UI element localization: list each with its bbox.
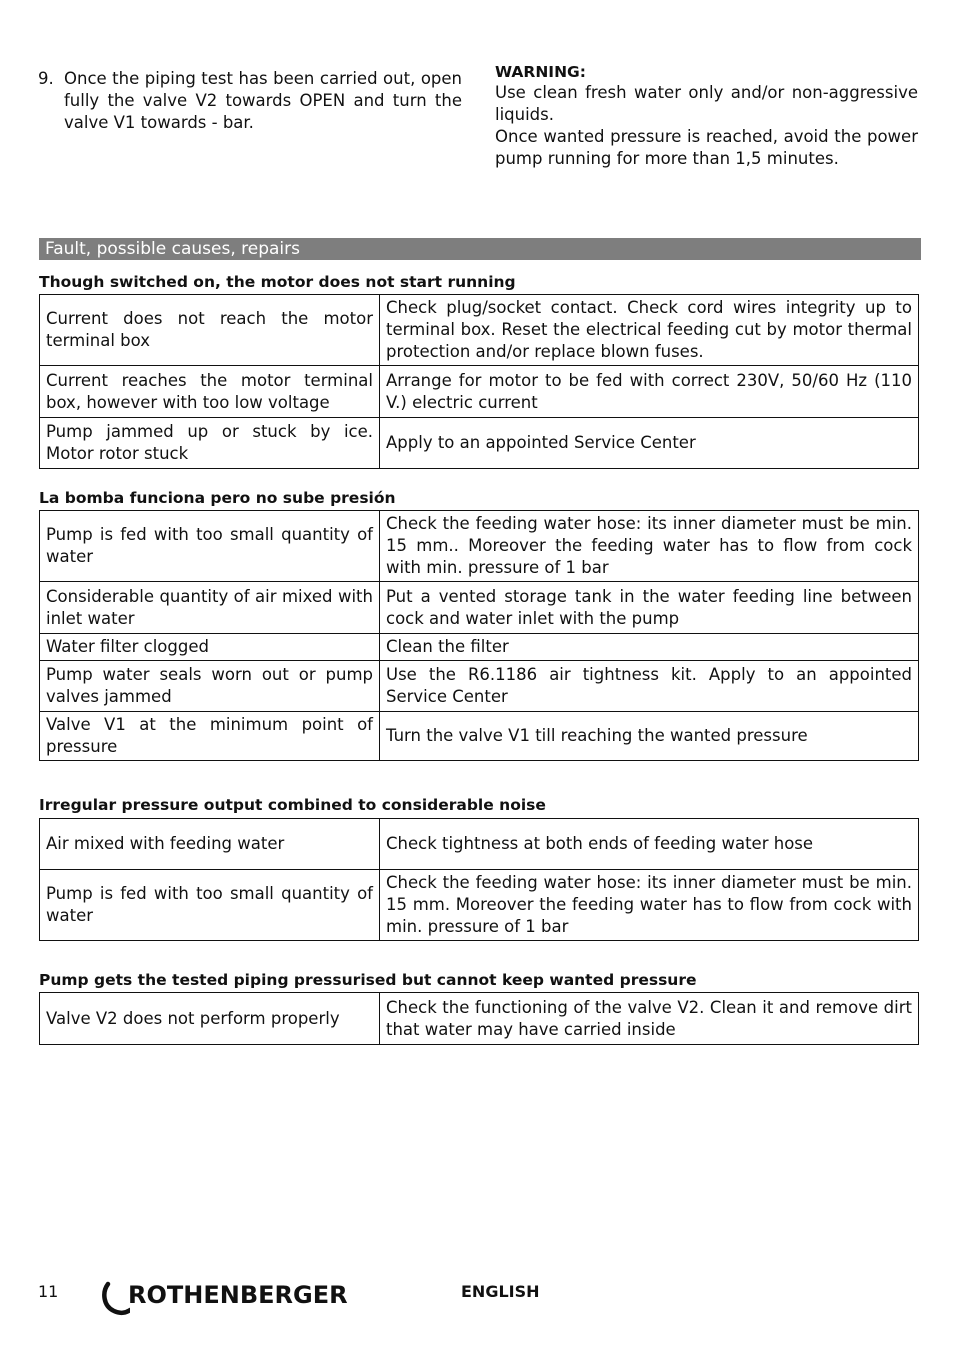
table-row [40, 418, 919, 469]
brand-logo [100, 1278, 348, 1318]
warning-box [495, 62, 918, 170]
instruction-step [38, 68, 462, 134]
repair-cell: Apply to an appointed Service Center [380, 418, 919, 469]
repair-cell: Put a vented storage tank in the water feeding line between cock and water inlet with the pump [380, 582, 919, 634]
repair-cell: Arrange for motor to be fed with correct 230V, 50/60 Hz (110 V.) electric current [380, 366, 919, 418]
cause-cell: Considerable quantity of air mixed with inlet water [40, 582, 380, 634]
repair-cell: Check plug/socket contact. Check cord wires integrity up to terminal box. Reset the electrical feeding cut by motor thermal protection and/or replace blown fuses. [380, 295, 919, 366]
cause-cell: Pump is fed with too small quantity of water [40, 511, 380, 582]
warning-line-2: Once wanted pressure is reached, avoid the power pump running for more than 1,5 minutes. [495, 127, 918, 168]
table-row [40, 712, 919, 761]
repair-cell: Turn the valve V1 till reaching the wanted pressure [380, 712, 919, 761]
fault-table-irregular-pressure [39, 818, 919, 941]
table-row [40, 366, 919, 418]
warning-line-1: Use clean fresh water only and/or non-aggressive liquids. [495, 83, 918, 124]
repair-cell: Check the feeding water hose: its inner diameter must be min. 15 mm. Moreover the feeding water has to flow from cock with min. pressure of 1 bar [380, 870, 919, 941]
group-heading-cannot-keep-pressure: Pump gets the tested piping pressurised but cannot keep wanted pressure [39, 971, 697, 989]
repair-cell: Check tightness at both ends of feeding water hose [380, 819, 919, 870]
fault-table-no-pressure [39, 510, 919, 761]
language-label: ENGLISH [461, 1282, 540, 1301]
repair-cell: Clean the filter [380, 634, 919, 661]
cause-cell: Pump water seals worn out or pump valves jammed [40, 661, 380, 712]
group-heading-no-pressure: La bomba funciona pero no sube presión [39, 489, 396, 507]
cause-cell: Water filter clogged [40, 634, 380, 661]
brand-swoosh-icon [100, 1278, 130, 1318]
cause-cell: Valve V1 at the minimum point of pressure [40, 712, 380, 761]
group-heading-irregular-pressure: Irregular pressure output combined to considerable noise [39, 796, 546, 814]
repair-cell: Check the feeding water hose: its inner diameter must be min. 15 mm.. Moreover the feeding water has to flow from cock with min. pressure of 1 bar [380, 511, 919, 582]
cause-cell: Valve V2 does not perform properly [40, 993, 380, 1045]
table-row [40, 295, 919, 366]
table-row [40, 511, 919, 582]
repair-cell: Use the R6.1186 air tightness kit. Apply to an appointed Service Center [380, 661, 919, 712]
cause-cell: Current does not reach the motor terminal box [40, 295, 380, 366]
cause-cell: Air mixed with feeding water [40, 819, 380, 870]
brand-name: ROTHENBERGER [128, 1281, 348, 1309]
step-text: Once the piping test has been carried out, open fully the valve V2 towards OPEN and turn the valve V1 towards - bar. [64, 69, 462, 132]
table-row [40, 582, 919, 634]
fault-table-motor-not-starting [39, 294, 919, 469]
cause-cell: Pump is fed with too small quantity of water [40, 870, 380, 941]
page-number: 11 [38, 1282, 59, 1301]
table-row [40, 870, 919, 941]
fault-table-cannot-keep-pressure [39, 992, 919, 1045]
table-row [40, 661, 919, 712]
table-row [40, 993, 919, 1045]
repair-cell: Check the functioning of the valve V2. Clean it and remove dirt that water may have carried inside [380, 993, 919, 1045]
warning-title: WARNING: [495, 63, 586, 81]
table-row [40, 634, 919, 661]
section-title: Fault, possible causes, repairs [39, 238, 921, 260]
cause-cell: Pump jammed up or stuck by ice. Motor rotor stuck [40, 418, 380, 469]
group-heading-motor-not-starting: Though switched on, the motor does not start running [39, 273, 516, 291]
cause-cell: Current reaches the motor terminal box, however with too low voltage [40, 366, 380, 418]
table-row [40, 819, 919, 870]
step-number: 9. [38, 69, 54, 88]
